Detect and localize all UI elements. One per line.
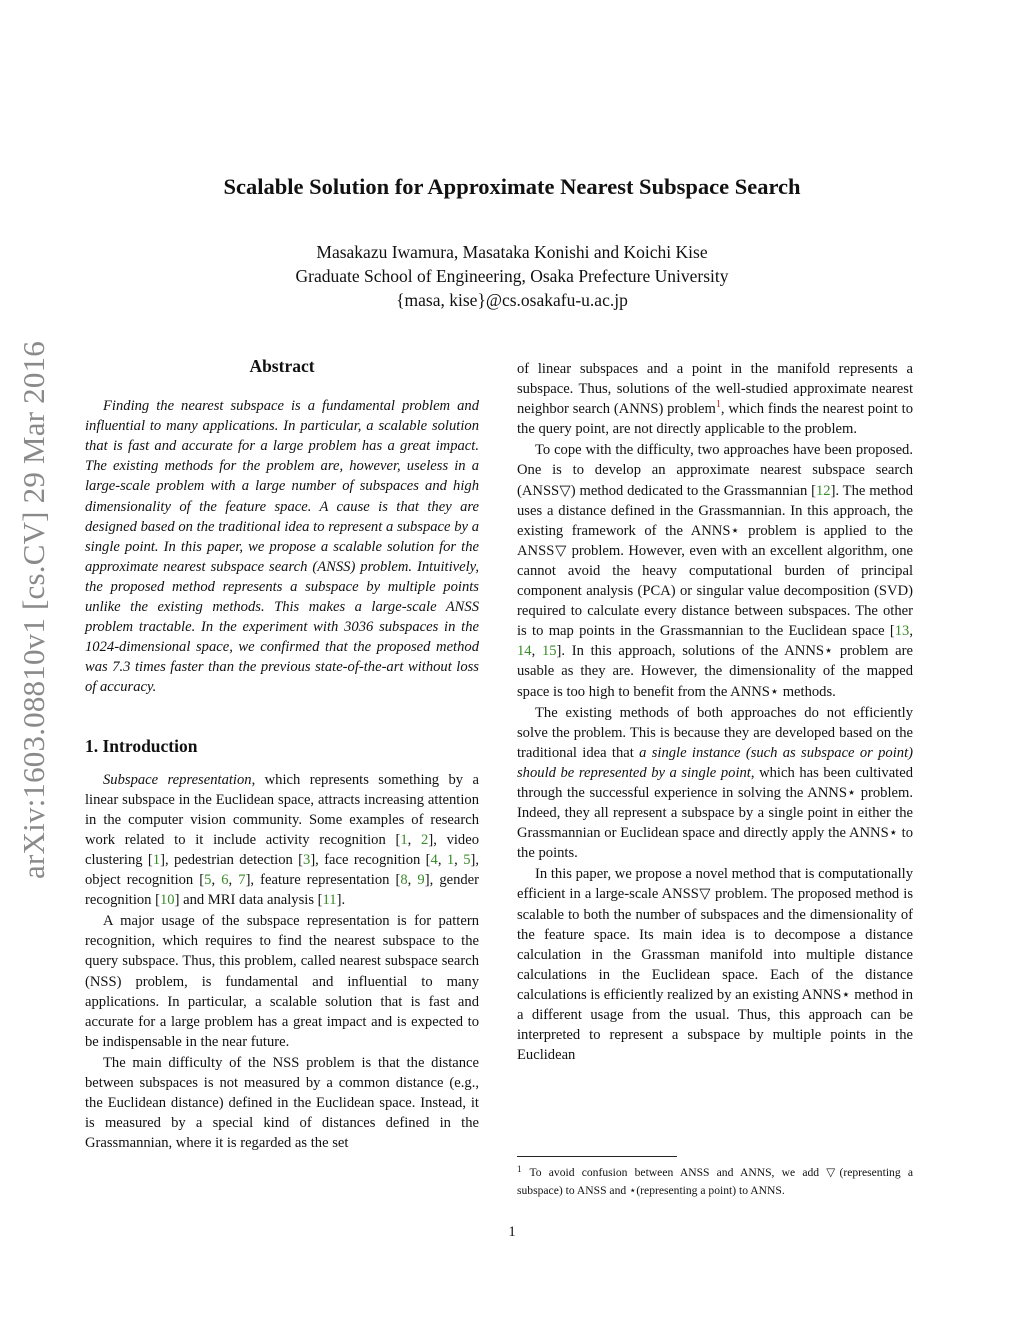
text-run: ], object recognition [ xyxy=(85,851,480,889)
text-run: The existing methods of both approaches do not efficiently solve the problem. This is because they are developed based on the traditional idea that xyxy=(517,704,913,761)
emphasis: Subspace representation xyxy=(103,771,252,788)
text-run: ]. xyxy=(336,892,346,909)
citation-link[interactable]: 4 xyxy=(430,851,438,868)
text-run: ], face recognition [ xyxy=(310,851,431,868)
intro-paragraph-1 xyxy=(85,770,479,911)
text-run: To cope with the difficulty, two approaches have been proposed. One is to develop an approximate nearest subspace search (ANSS▽) method dedicated to the Grassmannian [ xyxy=(517,442,913,499)
citation-link[interactable]: 9 xyxy=(417,872,425,889)
right-column xyxy=(517,359,913,1066)
text-run: , xyxy=(909,623,913,640)
citation-link[interactable]: 2 xyxy=(421,831,429,848)
citation-link[interactable]: 5 xyxy=(463,851,471,868)
footnote-text: To avoid confusion between ANSS and ANNS, we add ▽(representing a subspace) to ANSS and ⋆(representing a point) to ANNS. xyxy=(517,1166,913,1197)
footnote-ref[interactable]: 1 xyxy=(715,399,721,411)
emphasis: a single instance (such as subspace or point) should be represented by a single point xyxy=(517,744,913,781)
citation-link[interactable]: 13 xyxy=(894,623,910,640)
authors: Masakazu Iwamura, Masataka Konishi and Koichi Kise xyxy=(316,242,708,262)
text-run: , xyxy=(454,851,464,868)
citation-link[interactable]: 11 xyxy=(322,892,337,909)
citation-link[interactable]: 1 xyxy=(400,831,408,848)
text-run: ], pedestrian detection [ xyxy=(160,851,304,868)
right-paragraph-4: In this paper, we propose a novel method that is computationally efficient in a large-scale ANSS▽ problem. The proposed method is scalable to both the number of subspaces and the dimensionality of the feature space. Its main idea is to decompose a distance calculation in the Grassman manifold into multiple distance calculations in the Euclidean space. Each of the distance calculations is efficiently realized by an existing ANNS⋆ method in a different usage from the usual. Thus, this approach can be interpreted to represent a subspace by multiple points in the Euclidean xyxy=(517,866,913,1064)
text-run: ], video clustering [ xyxy=(85,831,479,868)
page-number: 1 xyxy=(508,1224,516,1240)
footnote-mark: 1 xyxy=(517,1164,522,1174)
text-run: ], feature representation [ xyxy=(245,872,401,889)
footnote-divider xyxy=(517,1156,677,1157)
abstract-text: Finding the nearest subspace is a fundamental problem and influential to many applications. In particular, a scalable solution that is fast and accurate for a large problem has a great impact. The existing methods for the problem are, however, useless in a large-scale problem with a large number of subspaces and high dimensionality of the feature space. A cause is that they are designed based on the traditional idea to represent a subspace by a single point. In this paper, we propose a scalable solution for the approximate nearest subspace search (ANSS) problem. Intuitively, the proposed method represents a subspace by multiple points unlike the existing methods. This makes a large-scale ANSS problem tractable. In the experiment with 3036 subspaces in the 1024-dimensional space, we confirmed that the proposed method was 7.3 times faster than the previous state-of-the-art without loss of accuracy. xyxy=(85,398,479,696)
text-run: ]. The method uses a distance defined in the Grassmannian. In this approach, the existing framework of the ANNS⋆ problem is applied to the ANSS▽ problem. However, even with an excellent algorithm, one cannot avoid the heavy computational burden of principal component analysis (PCA) or singular value decomposition (SVD) required to calculate every distance between subspaces. The other is to map points in the Grassmannian to the Euclidean space [ xyxy=(517,482,913,640)
text-run: ], gender recognition [ xyxy=(85,872,480,909)
citation-link[interactable]: 5 xyxy=(204,872,212,889)
citation-link[interactable]: 15 xyxy=(541,643,557,660)
text-run: , xyxy=(407,872,418,889)
text-run: of linear subspaces and a point in the manifold represents a subspace. Thus, solutions of the well-studied approximate nearest neighbor search (ANNS) problem xyxy=(517,361,913,418)
text-run: ] and MRI data analysis [ xyxy=(174,892,323,909)
citation-link[interactable]: 1 xyxy=(152,851,161,868)
author-block xyxy=(0,240,1024,312)
text-run: , xyxy=(211,872,222,889)
citation-link[interactable]: 3 xyxy=(303,851,311,868)
left-column xyxy=(85,356,479,1154)
arxiv-stamp xyxy=(14,310,54,910)
right-paragraph-3 xyxy=(517,703,913,864)
citation-link[interactable]: 1 xyxy=(446,851,455,868)
right-paragraph-2 xyxy=(517,440,913,701)
text-run: , which finds the nearest point to the query point, are not directly applicable to the problem. xyxy=(517,401,913,438)
citation-link[interactable]: 7 xyxy=(238,872,246,889)
arxiv-stamp-text: arXiv:1603.08810v1 [cs.CV] 29 Mar 2016 xyxy=(16,341,52,879)
footnote xyxy=(517,1160,913,1200)
right-paragraph-1 xyxy=(517,359,913,439)
text-run: , xyxy=(228,872,239,889)
text-run: , xyxy=(437,851,447,868)
text-run: , xyxy=(407,831,422,848)
text-run: , which represents something by a linear subspace in the Euclidean space, attracts increasing attention in the computer vision community. Some examples of research work related to it include activity recognition [ xyxy=(85,771,479,848)
section-heading-introduction: 1. Introduction xyxy=(85,735,198,756)
citation-link[interactable]: 12 xyxy=(815,482,831,499)
text-run: , which has been cultivated through the successful experience in solving the ANNS⋆ problem. Indeed, they all represent a subspace by a single point in either the Grassmannian or Euclidean space and directly apply the ANNS⋆ to the points. xyxy=(517,764,913,862)
citation-link[interactable]: 8 xyxy=(400,872,408,889)
paper-title: Scalable Solution for Approximate Nearest Subspace Search xyxy=(223,174,801,199)
affiliation: Graduate School of Engineering, Osaka Prefecture University xyxy=(295,266,729,286)
citation-link[interactable]: 14 xyxy=(517,643,532,660)
text-run: ]. In this approach, solutions of the ANNS⋆ problem are usable as they are. However, the dimensionality of the mapped space is too high to benefit from the ANNS⋆ methods. xyxy=(517,643,913,700)
email: {masa, kise}@cs.osakafu-u.ac.jp xyxy=(396,290,628,310)
abstract-heading: Abstract xyxy=(249,356,315,376)
intro-paragraph-3: The main difficulty of the NSS problem is that the distance between subspaces is not measured by a common distance (e.g., the Euclidean distance) defined in the Euclidean space. Instead, it is measured by a special kind of distances defined in the Grassmannian, where it is regarded as the set xyxy=(85,1054,479,1152)
citation-link[interactable]: 10 xyxy=(159,892,175,909)
intro-paragraph-2: A major usage of the subspace representation is for pattern recognition, which requires to find the nearest subspace to the query subspace. Thus, this problem, called nearest subspace search (NSS) problem, is fundamental and influential to many applications. In particular, a scalable solution that is fast and accurate for a large problem has a great impact and is expected to be indispensable in the near future. xyxy=(85,913,479,1050)
text-run: , xyxy=(531,643,542,660)
citation-link[interactable]: 6 xyxy=(221,872,229,889)
